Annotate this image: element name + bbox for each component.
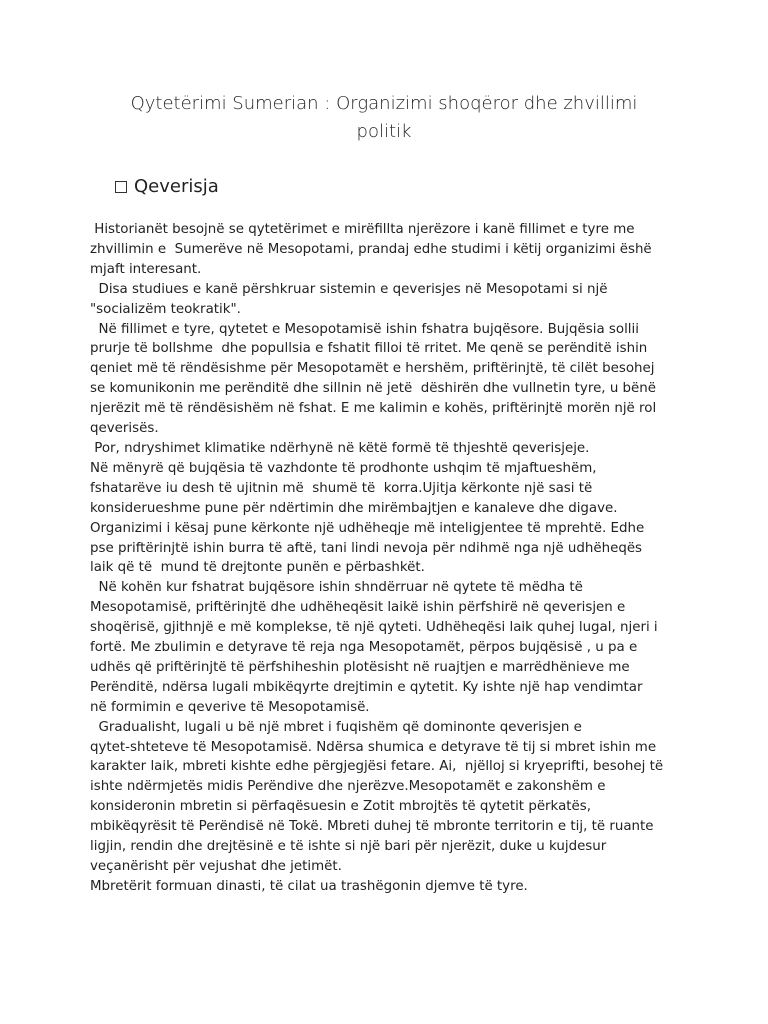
body-line: Në fillimet e tyre, qytetet e Mesopotamisë ishin fshatra bujqësore. Bujqësia sollii — [90, 321, 639, 337]
body-line: laik që të mund të drejtonte punën e përbashkët. — [90, 560, 425, 576]
body-line: mbikëqyrësit të Perëndisë në Tokë. Mbreti duhej të mbronte territorin e tij, të ruante — [90, 819, 654, 835]
body-line: konsideronin mbretin si përfaqësuesin e Zotit mbrojtës të qytetit përkatës, — [90, 799, 592, 815]
checkbox-icon — [115, 181, 127, 193]
section-heading — [115, 174, 219, 200]
body-line: prurje të bollshme dhe popullsia e fshatit filloi të rritet. Me qenë se perënditë ishin — [90, 341, 648, 357]
body-line: Historianët besojnë se qytetërimet e mirëfillta njerëzore i kanë fillimet e tyre me — [90, 222, 635, 237]
section-heading-text: Qeverisja — [134, 176, 219, 197]
body-line: pse priftërinjtë ishin burra të aftë, tani lindi nevoja për ndihmë nga një udhëheqës — [90, 540, 643, 556]
body-line: se komunikonin me perënditë dhe sillnin në jetë dëshirën dhe vullnetin tyre, u bënë — [90, 381, 657, 397]
body-line: Mbretërit formuan dinasti, të cilat ua trashëgonin djemve të tyre. — [90, 878, 528, 894]
body-line: zhvillimin e Sumerëve në Mesopotami, prandaj edhe studimi i këtij organizimi ëshë — [90, 241, 652, 257]
body-line: karakter laik, mbreti kishte edhe përgjegjësi fetare. Ai, njëlloj si kryeprifti, besohej të — [90, 759, 664, 775]
body-text — [90, 220, 680, 897]
body-line: Organizimi i kësaj pune kërkonte një udhëheqje më inteligjentee të mprehtë. Edhe — [90, 520, 645, 536]
title-line-1: Qytetërimi Sumerian : Organizimi shoqëror dhe zhvillimi — [130, 93, 638, 114]
body-line: Gradualisht, lugali u bë një mbret i fuqishëm që dominonte qeverisjen e — [90, 719, 582, 735]
body-line: qeniet më të rëndësishme për Mesopotamët e hershëm, priftërinjtë, të cilët besohej — [90, 361, 655, 377]
body-line: ligjin, rendin dhe drejtësinë e të ishte si një bari për njerëzit, duke u kujdesur — [90, 839, 607, 855]
body-line: njerëzit më të rëndësishëm në fshat. E me kalimin e kohës, priftërinjtë morën një rol — [90, 401, 657, 417]
body-line: shoqërisë, gjithnjë e më komplekse, të një qyteti. Udhëheqësi laik quhej lugal, njeri i — [90, 620, 658, 636]
body-line: në formimin e qeverive të Mesopotamisë. — [90, 699, 370, 715]
body-line: konsiderueshme pune për ndërtimin dhe mirëmbajtjen e kanaleve dhe digave. — [90, 500, 618, 516]
body-line: Në mënyrë që bujqësia të vazhdonte të prodhonte ushqim të mjaftueshëm, — [90, 460, 597, 476]
body-line: Mesopotamisë, priftërinjtë dhe udhëheqësit laikë ishin përfshirë në qeverisjen e — [90, 600, 626, 616]
body-line: fshatarëve iu desh të ujitnin më shumë të korra.Ujitja kërkonte një sasi të — [90, 480, 593, 496]
body-line: qytet-shteteve të Mesopotamisë. Ndërsa shumica e detyrave të tij si mbret ishin me — [90, 739, 657, 755]
body-line: ishte ndërmjetës midis Perëndive dhe njerëzve.Mesopotamët e zakonshëm e — [90, 779, 606, 795]
body-line: mjaft interesant. — [90, 261, 202, 277]
body-line: Disa studiues e kanë përshkruar sistemin e qeverisjes në Mesopotami si një — [90, 281, 608, 297]
body-line: fortë. Me zbulimin e detyrave të reja nga Mesopotamët, përpos bujqësisë , u pa e — [90, 640, 638, 656]
page-title — [90, 90, 678, 146]
body-line: Në kohën kur fshatrat bujqësore ishin shndërruar në qytete të mëdha të — [90, 580, 583, 596]
body-line: udhës që priftërinjtë të përfshiheshin plotësisht në ruajtjen e marrëdhënieve me — [90, 659, 630, 675]
body-line: Perënditë, ndërsa lugali mbikëqyrte drejtimin e qytetit. Ky ishte një hap vendimtar — [90, 679, 643, 695]
body-line: qeverisës. — [90, 421, 159, 437]
title-line-2: politik — [356, 121, 412, 142]
body-line: "socializëm teokratik". — [90, 301, 241, 317]
body-line: veçanërisht për vejushat dhe jetimët. — [90, 859, 342, 874]
body-line: Por, ndryshimet klimatike ndërhynë në këtë formë të thjeshtë qeverisjeje. — [90, 440, 590, 456]
